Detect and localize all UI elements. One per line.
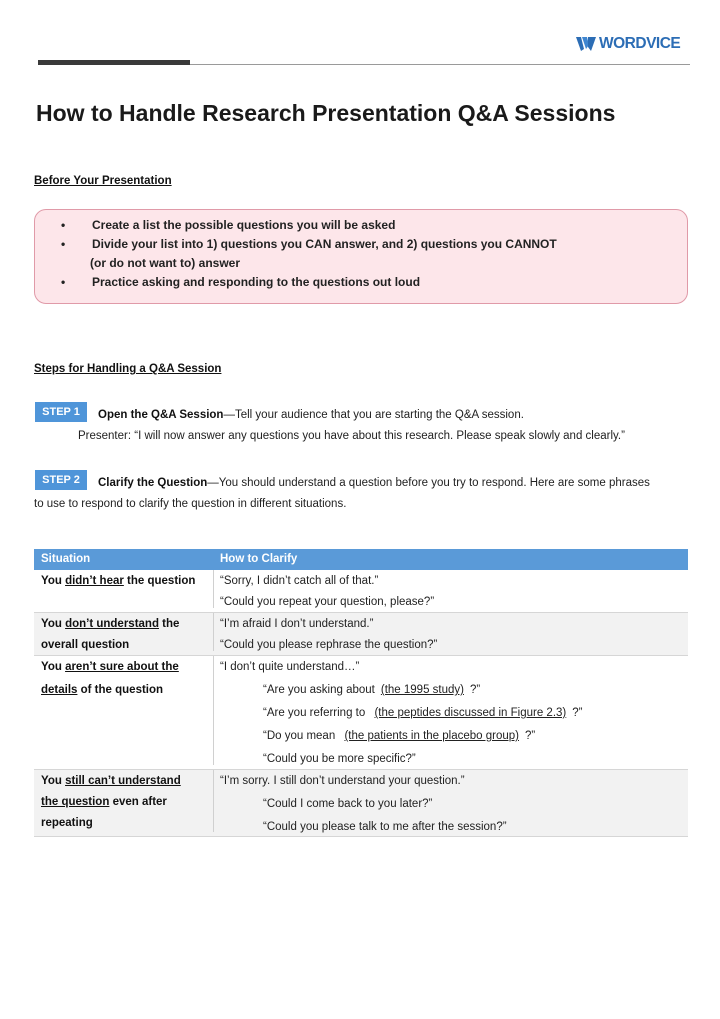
step2-line: Clarify the Question—You should understand a question before you try to respond. Here are some phrases [98,477,650,489]
clarify-sub-phrase: “Could you please talk to me after the session?” [263,821,507,833]
clarify-sub-phrase: “Do you mean (the patients in the placebo group) ?” [263,730,536,742]
table-row [34,570,688,613]
situation-cell-line2: details of the question [41,684,164,696]
fill-in-example: (the 1995 study) [380,684,464,696]
clarify-phrase: “Sorry, I didn’t catch all of that.” [220,575,379,587]
clarify-phrase: “Could you repeat your question, please?” [220,596,435,608]
clarify-sub-phrase: “Are you referring to (the peptides discussed in Figure 2.3) ?” [263,707,583,719]
table-row [34,656,688,770]
page-title: How to Handle Research Presentation Q&A Sessions [36,100,616,126]
step2-title: Clarify the Question [98,477,208,489]
step1-line: Open the Q&A Session—Tell your audience that you are starting the Q&A session. [98,409,524,421]
bullet-icon: • [61,275,66,289]
clarify-phrase: “I’m sorry. I still don’t understand your question.” [220,775,465,787]
situation-cell-line2: overall question [41,639,130,651]
prep-checklist-box: • Create a list the possible questions you will be asked • Divide your list into 1) questions you CAN answer, and 2) questions you CANNOT (or do not want to) answer • Practice asking and responding to the questions out loud [34,209,688,304]
fill-in-example: (the patients in the placebo group) [344,730,519,742]
table-row [34,770,688,837]
logo-text: WORDVICE [599,35,681,52]
fill-in-example: (the peptides discussed in Figure 2.3) [374,707,567,719]
step2-badge: STEP 2 [35,470,87,490]
table-row [34,613,688,656]
table-header [34,549,688,570]
clarify-phrase: “Could you please rephrase the question?” [220,639,438,651]
situation-cell: You aren’t sure about the [41,661,179,673]
steps-heading: Steps for Handling a Q&A Session [34,363,222,375]
bullet-icon: • [61,237,66,251]
step2-line-continued: to use to respond to clarify the question in different situations. [34,498,347,510]
bullet-icon: • [61,218,66,232]
wordvice-logo [576,35,680,53]
header-how-to-clarify: How to Clarify [220,553,298,565]
situation-cell: You didn’t hear the question [41,575,196,587]
clarify-sub-phrase: “Could I come back to you later?” [263,798,433,810]
clarify-phrase: “I’m afraid I don’t understand.” [220,618,374,630]
situation-cell-line3: repeating [41,817,93,829]
step1-title: Open the Q&A Session [98,409,224,421]
prep-item-continuation: (or do not want to) answer [90,256,240,270]
clarify-sub-phrase: “Are you asking about (the 1995 study) ?” [263,684,481,696]
situation-cell-line2: the question even after [41,796,167,808]
step1-badge: STEP 1 [35,402,87,422]
clarify-sub-phrase: “Could you be more specific?” [263,753,416,765]
situation-cell: You don’t understand the [41,618,180,630]
before-heading: Before Your Presentation [34,175,172,187]
clarify-phrase: “I don’t quite understand…” [220,661,360,673]
header-situation: Situation [41,553,91,565]
situation-cell: You still can’t understand [41,775,181,787]
header-accent-bar [38,60,190,65]
step1-presenter-line: Presenter: “I will now answer any questions you have about this research. Please speak slowly and clearly.” [78,430,625,442]
clarify-table [34,549,688,837]
wordvice-logo-icon [576,35,596,53]
